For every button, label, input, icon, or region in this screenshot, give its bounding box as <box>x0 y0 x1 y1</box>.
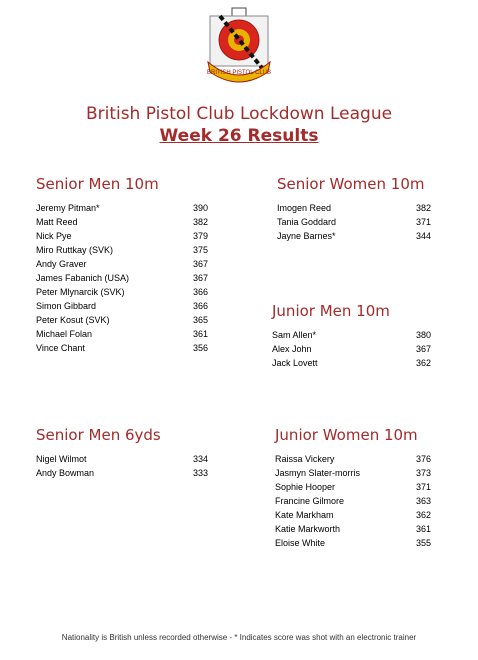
result-row <box>36 341 208 355</box>
shooter-score: 379 <box>192 231 208 241</box>
shooter-score: 382 <box>192 217 208 227</box>
result-row <box>36 313 208 327</box>
shooter-score: 366 <box>192 301 208 311</box>
shooter-score: 376 <box>415 454 431 464</box>
shooter-score: 334 <box>192 454 208 464</box>
section-title: Senior Women 10m <box>277 175 425 193</box>
page-subtitle: Week 26 Results <box>159 126 319 146</box>
shooter-name: Andy Bowman <box>36 468 95 478</box>
section-senior-men-6yds <box>36 426 208 480</box>
shooter-name: Tania Goddard <box>277 217 337 227</box>
shooter-score: 361 <box>415 524 431 534</box>
shooter-name: Matt Reed <box>36 217 78 227</box>
shooter-score: 371 <box>415 482 431 492</box>
shooter-score: 371 <box>415 217 431 227</box>
result-row <box>36 201 208 215</box>
section-title: Junior Men 10m <box>272 302 390 320</box>
result-row <box>275 480 431 494</box>
shooter-name: Jasmyn Slater-morris <box>275 468 361 478</box>
shooter-score: 390 <box>192 203 208 213</box>
result-row <box>277 229 431 243</box>
shooter-score: 380 <box>415 330 431 340</box>
shooter-score: 361 <box>192 329 208 339</box>
page-title: British Pistol Club Lockdown League <box>85 104 393 124</box>
shooter-score: 344 <box>415 231 431 241</box>
shooter-score: 367 <box>415 344 431 354</box>
result-row <box>272 328 431 342</box>
shooter-name: Jack Lovett <box>272 358 318 368</box>
shooter-name: James Fabanich (USA) <box>36 273 130 283</box>
shooter-score: 356 <box>192 343 208 353</box>
result-row <box>277 201 431 215</box>
shooter-score: 363 <box>415 496 431 506</box>
shooter-name: Katie Markworth <box>275 524 341 534</box>
logo-text: BRITISH PISTOL CLUB <box>206 70 272 76</box>
section-senior-men-10m <box>36 175 208 355</box>
shooter-score: 382 <box>415 203 431 213</box>
shooter-name: Sam Allen* <box>272 330 317 340</box>
result-row <box>36 271 208 285</box>
shooter-name: Nigel Wilmot <box>36 454 87 464</box>
result-row <box>36 229 208 243</box>
section-junior-men-10m <box>272 302 431 370</box>
result-row <box>36 215 208 229</box>
result-row <box>36 327 208 341</box>
result-row <box>277 215 431 229</box>
result-row <box>36 257 208 271</box>
shooter-score: 367 <box>192 273 208 283</box>
shooter-name: Vince Chant <box>36 343 85 353</box>
section-title: Senior Men 10m <box>36 175 159 193</box>
result-row <box>275 508 431 522</box>
shooter-score: 375 <box>192 245 208 255</box>
result-row <box>275 494 431 508</box>
result-row <box>275 536 431 550</box>
result-row <box>36 466 208 480</box>
result-row <box>272 342 431 356</box>
result-row <box>36 452 208 466</box>
shooter-score: 333 <box>192 468 208 478</box>
shooter-name: Jeremy Pitman* <box>36 203 100 213</box>
shooter-name: Alex John <box>272 344 312 354</box>
footnote: Nationality is British unless recorded otherwise - * Indicates score was shot with an electronic trainer <box>61 633 417 642</box>
shooter-score: 362 <box>415 358 431 368</box>
shooter-name: Raissa Vickery <box>275 454 335 464</box>
shooter-name: Jayne Barnes* <box>277 231 336 241</box>
shooter-name: Eloise White <box>275 538 326 548</box>
result-row <box>275 466 431 480</box>
result-row <box>36 243 208 257</box>
section-title: Senior Men 6yds <box>36 426 161 444</box>
section-title: Junior Women 10m <box>275 426 418 444</box>
result-row <box>275 522 431 536</box>
shooter-name: Michael Folan <box>36 329 93 339</box>
shooter-name: Francine Gilmore <box>275 496 345 506</box>
shooter-name: Nick Pye <box>36 231 72 241</box>
shooter-score: 355 <box>415 538 431 548</box>
shooter-score: 365 <box>192 315 208 325</box>
shooter-score: 362 <box>415 510 431 520</box>
shooter-score: 373 <box>415 468 431 478</box>
shooter-score: 367 <box>192 259 208 269</box>
shooter-name: Kate Markham <box>275 510 334 520</box>
shooter-name: Andy Graver <box>36 259 87 269</box>
shooter-name: Sophie Hooper <box>275 482 336 492</box>
result-row <box>275 452 431 466</box>
shooter-score: 366 <box>192 287 208 297</box>
result-row <box>36 285 208 299</box>
section-senior-women-10m <box>277 175 431 243</box>
club-logo <box>202 6 276 86</box>
shooter-name: Imogen Reed <box>277 203 332 213</box>
result-row <box>36 299 208 313</box>
shooter-name: Miro Ruttkay (SVK) <box>36 245 114 255</box>
section-junior-women-10m <box>275 426 431 550</box>
shooter-name: Peter Kosut (SVK) <box>36 315 110 325</box>
shooter-name: Simon Gibbard <box>36 301 97 311</box>
shooter-name: Peter Mlynarcik (SVK) <box>36 287 125 297</box>
result-row <box>272 356 431 370</box>
